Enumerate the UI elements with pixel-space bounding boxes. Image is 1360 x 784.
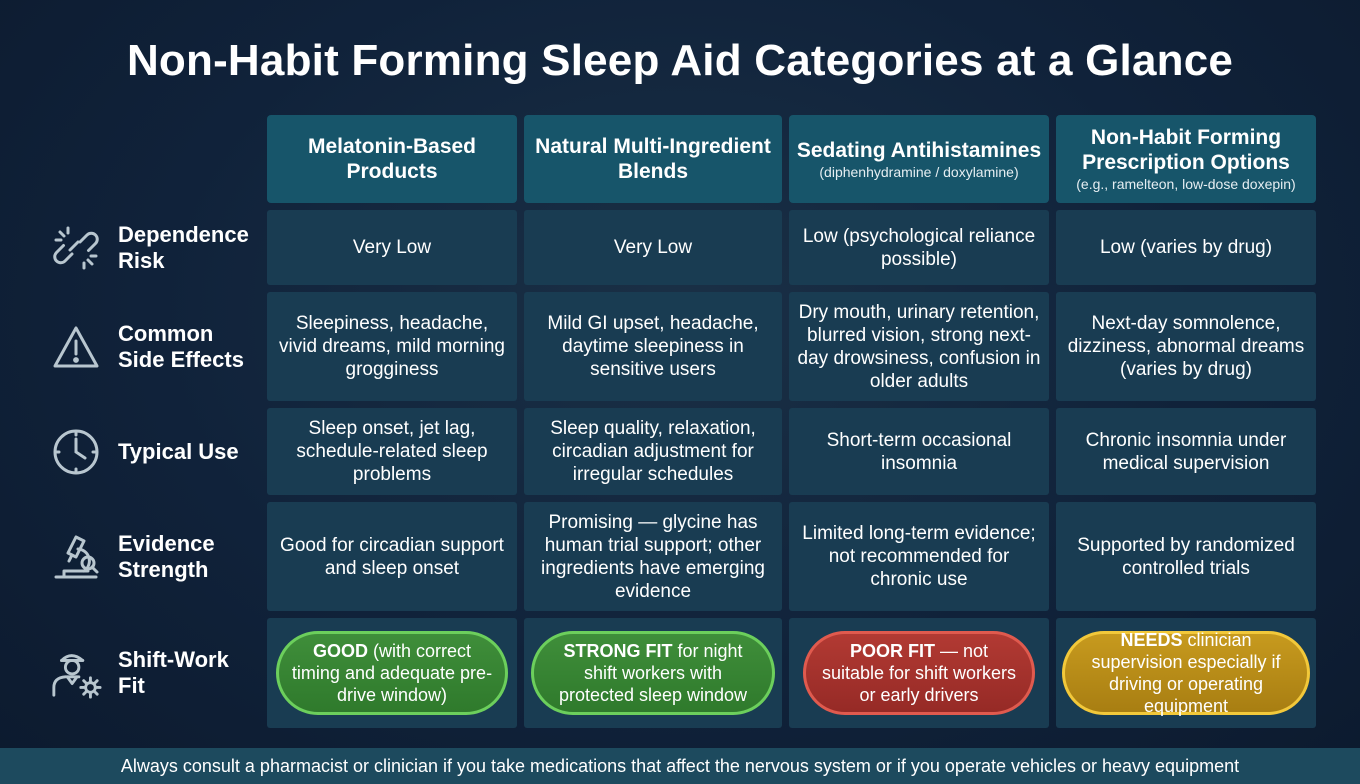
microscope-icon xyxy=(50,531,102,583)
fit-badge-good xyxy=(276,631,508,715)
table-cell xyxy=(789,618,1049,728)
fit-badge-strong: STRONG FIT xyxy=(563,641,673,661)
table-cell: Promising — glycine has human trial support; other ingredients have emerging evidence xyxy=(524,502,782,611)
column-header-prescription xyxy=(1056,115,1316,203)
fit-badge-text: for night shift workers with protected sleep window xyxy=(558,641,748,705)
table-cell: Sleep quality, relaxation, circadian adjustment for irregular schedules xyxy=(524,408,782,495)
fit-badge-needs-supervision xyxy=(1062,631,1310,715)
footer-disclaimer: Always consult a pharmacist or clinician if you take medications that affect the nervous system or if you operate vehicles or heavy equipment xyxy=(0,748,1360,784)
fit-badge-strong-fit xyxy=(531,631,775,715)
column-subtitle: (diphenhydramine / doxylamine) xyxy=(819,163,1019,180)
fit-badge-text: clinician supervision especially if driving or operating equipment xyxy=(1091,630,1281,716)
table-cell: Sleep onset, jet lag, schedule-related sleep problems xyxy=(267,408,517,495)
column-header-antihistamines xyxy=(789,115,1049,203)
table-cell: Next-day somnolence, dizziness, abnormal dreams (varies by drug) xyxy=(1056,292,1316,401)
worker-gear-icon xyxy=(50,647,102,699)
table-cell: Supported by randomized controlled trials xyxy=(1056,502,1316,611)
row-label-text: Shift-Work Fit xyxy=(118,647,229,698)
table-cell xyxy=(1056,618,1316,728)
fit-badge-poor-fit xyxy=(803,631,1035,715)
table-cell: Very Low xyxy=(524,210,782,285)
fit-badge-text: (with correct timing and adequate pre-drive window) xyxy=(291,641,493,705)
row-label-side-effects xyxy=(40,292,260,401)
column-header-melatonin xyxy=(267,115,517,203)
column-header-natural-blends xyxy=(524,115,782,203)
table-cell: Chronic insomnia under medical supervision xyxy=(1056,408,1316,495)
row-label-evidence-strength xyxy=(40,502,260,611)
row-label-typical-use xyxy=(40,408,260,495)
table-cell: Sleepiness, headache, vivid dreams, mild morning grogginess xyxy=(267,292,517,401)
table-cell: Very Low xyxy=(267,210,517,285)
row-label-shift-work-fit xyxy=(40,618,260,728)
column-title: Melatonin-Based Products xyxy=(307,135,477,183)
table-cell: Limited long-term evidence; not recommended for chronic use xyxy=(789,502,1049,611)
table-cell: Good for circadian support and sleep onset xyxy=(267,502,517,611)
warning-icon xyxy=(50,321,102,373)
fit-badge-strong: NEEDS xyxy=(1120,630,1183,650)
column-title: Non-Habit Forming Prescription Options xyxy=(1082,126,1290,174)
fit-badge-text: — not suitable for shift workers or early drivers xyxy=(821,641,1017,705)
fit-badge-strong: GOOD xyxy=(312,641,368,661)
table-cell xyxy=(524,618,782,728)
column-subtitle: (e.g., ramelteon, low-dose doxepin) xyxy=(1076,176,1296,192)
table-corner xyxy=(40,115,260,203)
table-cell: Short-term occasional insomnia xyxy=(789,408,1049,495)
table-cell: Low (psychological reliance possible) xyxy=(789,210,1049,285)
comparison-table xyxy=(40,115,1316,728)
row-label-text: Dependence Risk xyxy=(118,221,249,273)
broken-link-icon xyxy=(50,222,102,274)
table-cell: Dry mouth, urinary retention, blurred vision, strong next-day drowsiness, confusion in older adults xyxy=(789,292,1049,401)
column-title: Natural Multi-Ingredient Blends xyxy=(535,135,771,183)
clock-icon xyxy=(50,426,102,478)
row-label-text: Common Side Effects xyxy=(118,320,244,372)
row-label-text: Typical Use xyxy=(118,438,239,464)
column-title: Sedating Antihistamines xyxy=(796,138,1042,162)
row-label-text: Evidence Strength xyxy=(118,530,215,582)
table-cell: Low (varies by drug) xyxy=(1056,210,1316,285)
row-label-dependence-risk xyxy=(40,210,260,285)
table-cell xyxy=(267,618,517,728)
page-title: Non-Habit Forming Sleep Aid Categories at a Glance xyxy=(126,36,1234,85)
fit-badge-strong: POOR FIT xyxy=(849,641,935,661)
table-cell: Mild GI upset, headache, daytime sleepiness in sensitive users xyxy=(524,292,782,401)
